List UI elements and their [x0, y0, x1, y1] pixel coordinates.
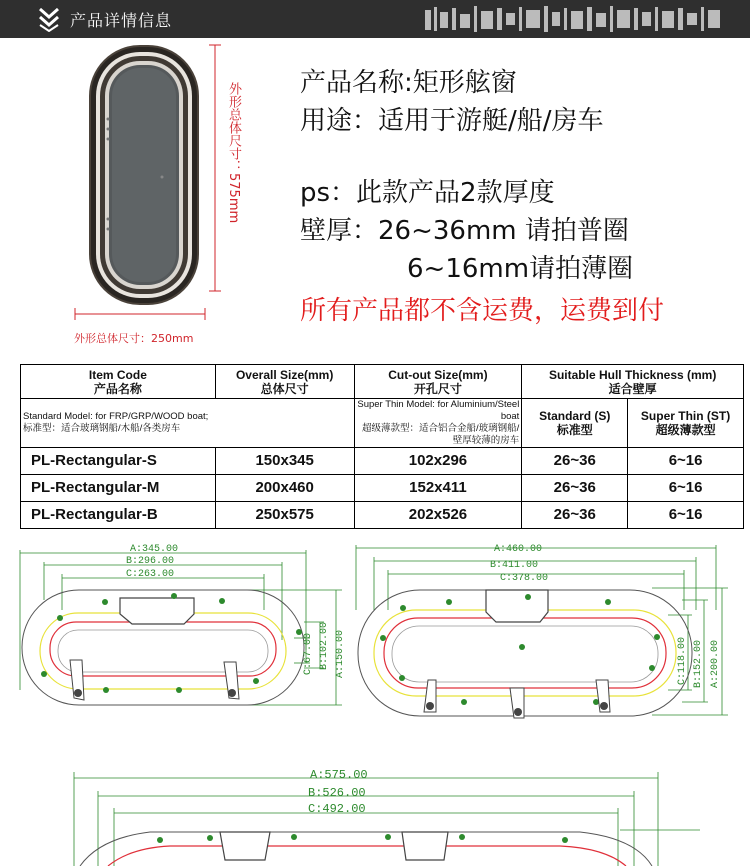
row-thin: 6~16	[628, 502, 744, 529]
table-row	[21, 502, 744, 529]
row-thin: 6~16	[628, 448, 744, 475]
row-model: PL-Rectangular-S	[21, 448, 216, 475]
dim-c-v-label: C:67.00	[303, 632, 314, 675]
row-cutout: 202x526	[354, 502, 522, 529]
dim-b-label: B:411.00	[490, 560, 539, 571]
drawing-large	[60, 760, 750, 866]
table-row	[21, 475, 744, 502]
horizontal-dimension-line	[74, 306, 206, 322]
header-overall-size: Overall Size(mm) 总体尺寸	[215, 365, 354, 399]
thin-model-note: Super Thin Model: for Aluminium/Steel boat 超级薄款型：适合铝合金船/玻璃钢船/壁厚较薄的房车	[354, 399, 522, 448]
header-cutout-size: Cut-out Size(mm) 开孔尺寸	[354, 365, 522, 399]
table-row	[21, 448, 744, 475]
header-standard: Standard (S) 标准型	[522, 399, 628, 448]
standard-model-note: Standard Model: for FRP/GRP/WOOD boat; 标准型：适合玻璃钢船/木船/各类房车	[21, 399, 355, 448]
dim-b-label: B:296.00	[126, 556, 175, 567]
dim-a-v-label: A:200.00	[710, 639, 721, 688]
drawing-medium	[352, 540, 744, 726]
shipping-note: 所有产品都不含运费，运费到付	[300, 296, 665, 326]
usage-line: 用途：适用于游艇/船/房车	[300, 106, 604, 136]
row-model: PL-Rectangular-M	[21, 475, 216, 502]
vertical-dimension-line	[208, 44, 222, 292]
dim-c-v-label: C:118.00	[677, 636, 688, 685]
row-standard: 26~36	[522, 448, 628, 475]
row-overall: 250x575	[215, 502, 354, 529]
dim-a-label: A:345.00	[130, 544, 179, 555]
spec-table	[20, 364, 744, 529]
row-standard: 26~36	[522, 502, 628, 529]
row-cutout: 152x411	[354, 475, 522, 502]
dim-c-label: C:263.00	[126, 569, 175, 580]
dim-c-label: C:378.00	[500, 573, 549, 584]
dim-b-label: B:526.00	[308, 786, 366, 800]
thin-ring-line: 6~16mm请拍薄圈	[407, 254, 634, 284]
table-note-row	[21, 399, 744, 448]
vertical-dimension-label: 外形总体尺寸：575mm	[226, 82, 241, 224]
drawing-medium-svg	[352, 540, 744, 726]
header-item-code: Item Code 产品名称	[21, 365, 216, 399]
decorative-pattern	[425, 4, 725, 34]
drawing-small	[14, 540, 350, 718]
page-header	[0, 0, 750, 38]
row-thin: 6~16	[628, 475, 744, 502]
product-name-line: 产品名称:矩形舷窗	[300, 68, 517, 98]
horizontal-dimension-label: 外形总体尺寸：250mm	[74, 332, 194, 345]
dim-a-label: A:575.00	[310, 768, 368, 782]
drawing-large-svg	[60, 760, 750, 866]
table-header-row	[21, 365, 744, 399]
header-super-thin: Super Thin (ST) 超级薄款型	[628, 399, 744, 448]
ps-line: ps：此款产品2款厚度	[300, 178, 555, 208]
dim-b-v-label: B:102.00	[319, 621, 330, 670]
row-model: PL-Rectangular-B	[21, 502, 216, 529]
dim-b-v-label: B:152.00	[693, 639, 704, 688]
porthole-photo	[88, 44, 200, 306]
row-overall: 150x345	[215, 448, 354, 475]
dim-a-v-label: A:150.00	[335, 629, 346, 678]
drawing-small-svg	[14, 540, 350, 718]
wall-thickness-line: 壁厚：26~36mm 请拍普圈	[300, 216, 629, 246]
header-hull-thickness: Suitable Hull Thickness (mm) 适合壁厚	[522, 365, 744, 399]
section-title: 产品详情信息	[70, 11, 173, 30]
dim-a-label: A:460.00	[494, 544, 543, 555]
dim-c-label: C:492.00	[308, 802, 366, 816]
double-chevron-down-icon	[38, 6, 60, 32]
row-overall: 200x460	[215, 475, 354, 502]
row-cutout: 102x296	[354, 448, 522, 475]
row-standard: 26~36	[522, 475, 628, 502]
